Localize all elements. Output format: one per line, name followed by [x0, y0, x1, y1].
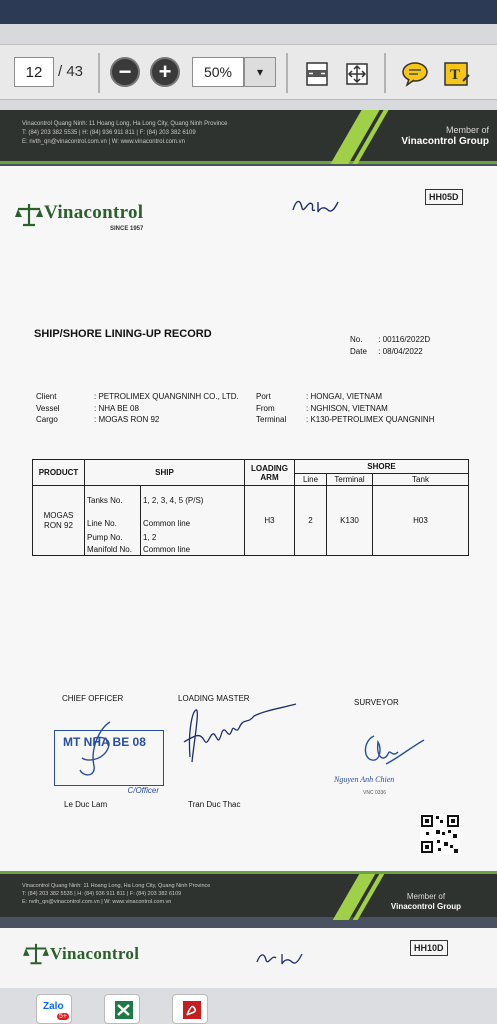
document-title: SHIP/SHORE LINING-UP RECORD — [34, 328, 212, 340]
text-tool-button[interactable] — [442, 59, 472, 89]
port-value: : HONGAI, VIETNAM — [306, 392, 383, 401]
form-code-badge: HH05D — [425, 189, 463, 205]
member-of-label: Member of — [406, 892, 446, 901]
terminal-label: Terminal — [256, 415, 287, 424]
loading-master-signature — [170, 702, 300, 772]
client-value: : PETROLIMEX QUANGNINH CO., LTD. — [94, 392, 239, 401]
loading-arm-cell: H3 — [245, 486, 295, 556]
page-number-input[interactable]: 12 — [14, 57, 54, 87]
record-number — [350, 334, 430, 346]
zalo-icon: Zalo — [43, 1001, 64, 1012]
client-info — [34, 390, 438, 427]
initials-signature — [290, 192, 340, 222]
document-footer — [0, 871, 497, 917]
client-label: Client — [36, 392, 57, 401]
manifold-no-value: Common line — [141, 544, 245, 556]
vinacontrol-logo — [22, 942, 139, 966]
line-no-value: Common line — [141, 516, 245, 532]
from-label: From — [256, 403, 275, 413]
port-label: Port — [256, 392, 271, 401]
letterhead-member — [401, 124, 489, 148]
letterhead-address — [22, 120, 227, 147]
surveyor-code: VNC 0336 — [363, 790, 387, 796]
toolbar-divider — [286, 53, 288, 93]
header-line: Line — [295, 474, 327, 486]
scales-icon — [22, 942, 50, 966]
logo-since: SINCE 1957 — [110, 226, 144, 232]
stamp-subtitle: C/Officer — [127, 786, 159, 795]
tank-cell: H03 — [373, 486, 469, 556]
comment-button[interactable] — [400, 59, 430, 89]
terminal-cell: K130 — [327, 486, 373, 556]
taskbar-pdf-button[interactable] — [172, 994, 208, 1024]
from-value: : NGHISON, VIETNAM — [306, 403, 388, 413]
logo-name: Vinacontrol — [44, 202, 144, 223]
header-shore: SHORE — [295, 460, 469, 474]
group-name: Vinacontrol Group — [401, 136, 489, 147]
address-line: T: (84) 203 382 5535 | H: (84) 936 911 811 | F: (84) 203 382 6109 — [22, 130, 196, 136]
line-cell: 2 — [295, 486, 327, 556]
footer-member — [391, 892, 461, 912]
toolbar-divider — [98, 53, 100, 93]
notification-badge: 5+ — [59, 1013, 67, 1020]
group-name: Vinacontrol Group — [390, 902, 461, 911]
stamp-title: MT NHA BE 08 — [63, 735, 146, 749]
chief-officer-name: Le Duc Lam — [64, 800, 108, 809]
chief-officer-signature — [70, 718, 130, 788]
pdf-icon — [173, 995, 207, 1023]
member-of-label: Member of — [445, 125, 489, 135]
zoom-level-input[interactable]: 50% — [192, 57, 244, 87]
no-label: No. — [350, 335, 363, 344]
loading-master-name: Tran Duc Thac — [188, 800, 241, 809]
line-no-label: Line No. — [85, 516, 141, 532]
terminal-value: : K130-PETROLIMEX QUANGNINH — [306, 415, 435, 424]
date-value: : 08/04/2022 — [378, 347, 423, 356]
header-terminal: Terminal — [327, 474, 373, 486]
scales-icon — [14, 202, 44, 228]
footer-address — [22, 882, 210, 906]
pdf-toolbar — [0, 44, 497, 100]
vinacontrol-logo — [14, 202, 144, 232]
record-date — [350, 346, 423, 358]
chevron-down-icon: ▾ — [256, 65, 264, 79]
excel-icon — [105, 995, 139, 1023]
pump-no-value: 1, 2 — [141, 532, 245, 544]
header-loading-arm: LOADING ARM — [245, 460, 295, 486]
text-tool-icon — [443, 61, 471, 87]
document-page — [0, 166, 497, 871]
taskbar-excel-button[interactable] — [104, 994, 140, 1024]
address-line: Vinacontrol Quang Ninh: 11 Hoang Long, Ha Long City, Quang Ninh Province — [22, 883, 211, 889]
next-document-page — [0, 928, 497, 988]
header-ship: SHIP — [85, 460, 245, 486]
address-line: E: nvth_qn@vinacontrol.com.vn | W: www.vinacontrol.com.vn — [22, 899, 172, 905]
taskbar-zalo-button[interactable] — [36, 994, 72, 1024]
zoom-dropdown-button[interactable] — [244, 57, 276, 87]
fit-page-icon — [304, 61, 330, 87]
lining-up-table — [32, 459, 469, 556]
pump-no-label: Pump No. — [85, 532, 141, 544]
chief-officer-label: CHIEF OFFICER — [62, 694, 124, 703]
fit-width-button[interactable] — [302, 59, 332, 89]
monitor-bezel — [0, 0, 497, 24]
logo-name: Vinacontrol — [50, 944, 140, 963]
date-label: Date — [350, 347, 367, 356]
full-screen-button[interactable] — [342, 59, 372, 89]
expand-icon — [344, 61, 370, 87]
surveyor-label: SURVEYOR — [354, 698, 399, 707]
address-line: E: nvth_qn@vinacontrol.com.vn | W: www.vinacontrol.com.vn — [22, 139, 185, 145]
zoom-out-button[interactable]: − — [110, 57, 140, 87]
manifold-no-label: Manifold No. — [85, 544, 141, 556]
cargo-value: : MOGAS RON 92 — [94, 415, 160, 424]
toolbar-divider — [384, 53, 386, 93]
surveyor-signature — [358, 728, 428, 772]
no-value: : 00116/2022D — [378, 335, 431, 344]
qr-code-icon — [420, 814, 460, 854]
form-code-badge: HH10D — [410, 940, 448, 956]
zoom-in-button[interactable]: + — [150, 57, 180, 87]
tanks-no-label: Tanks No. — [85, 486, 141, 516]
header-product: PRODUCT — [33, 460, 85, 486]
svg-text:T: T — [450, 67, 461, 83]
comment-icon — [401, 61, 429, 87]
product-cell: MOGAS RON 92 — [33, 486, 85, 556]
vessel-label: Vessel — [36, 403, 60, 413]
tanks-no-value: 1, 2, 3, 4, 5 (P/S) — [141, 486, 245, 516]
loading-master-label: LOADING MASTER — [178, 694, 250, 703]
page-total-label: / 43 — [58, 63, 84, 80]
taskbar — [0, 988, 497, 1024]
initials-signature — [254, 948, 304, 972]
header-tank: Tank — [373, 474, 469, 486]
surveyor-name: Nguyen Anh Chien — [334, 775, 395, 784]
cargo-label: Cargo — [36, 415, 58, 424]
vessel-value: : NHA BE 08 — [94, 403, 139, 413]
address-line: Vinacontrol Quang Ninh: 11 Hoang Long, Ha Long City, Quang Ninh Province — [22, 121, 228, 127]
document-letterhead — [0, 110, 497, 164]
address-line: T: (84) 203 382 5535 | H: (84) 936 911 811 | F: (84) 203 382 6109 — [22, 891, 182, 897]
